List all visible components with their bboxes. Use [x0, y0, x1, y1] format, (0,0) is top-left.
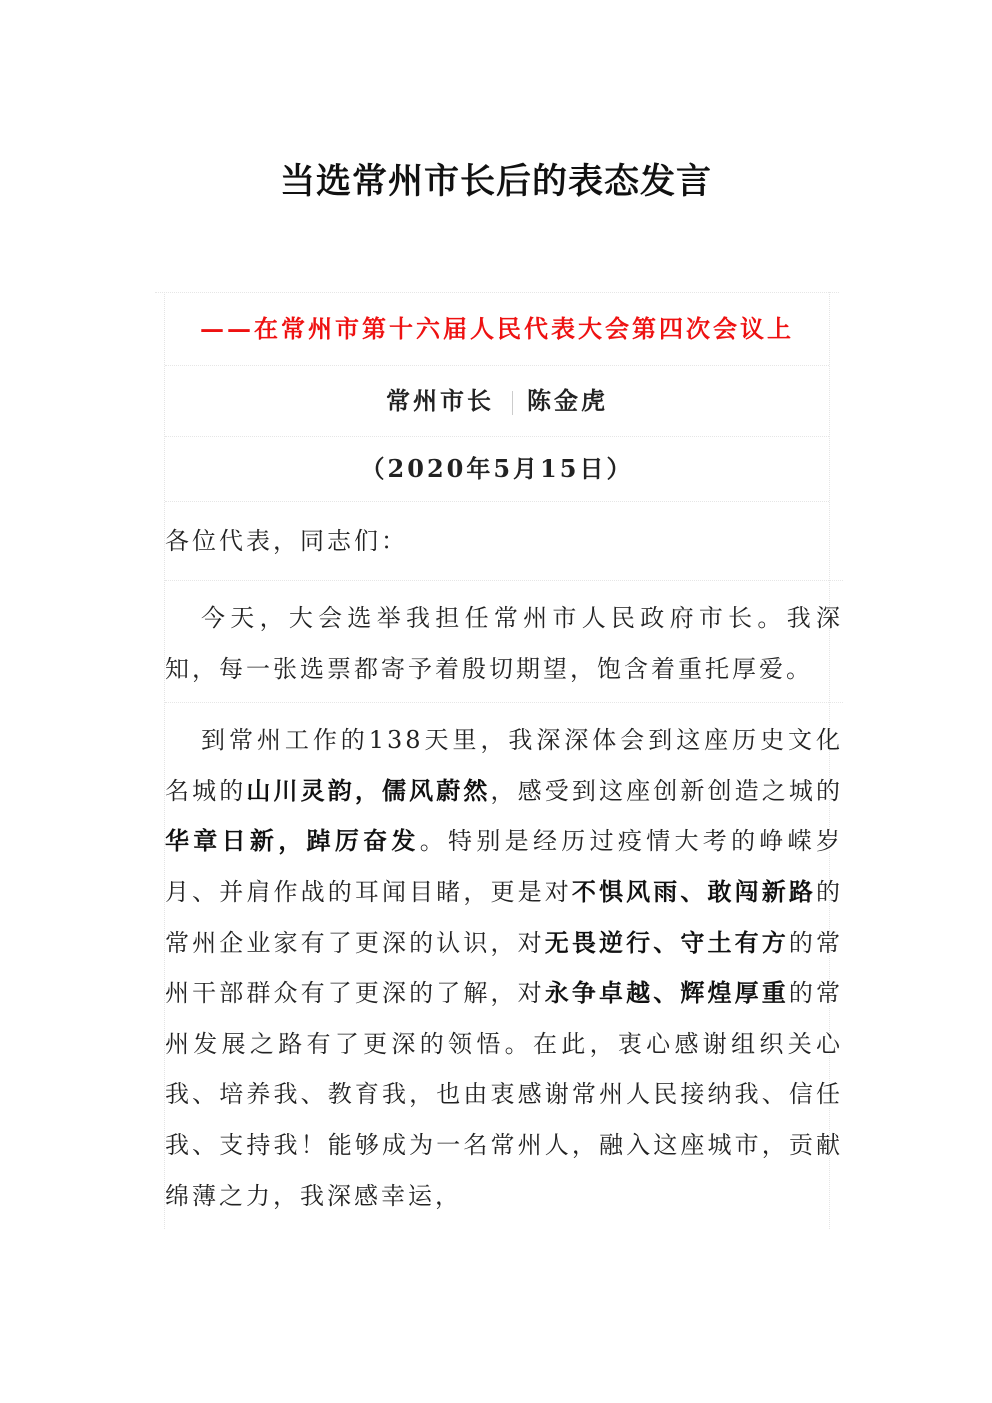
paragraph-2-text-2: ，感受到这座创新创造之城的	[490, 776, 843, 805]
paragraph-2-text-6: 的常州发展之路有了更深的领悟。在此，衷心感谢组织关心我、培养我、教育我，也由衷感谢常州人民接纳我、信任我、支持我！能够成为一名常州人，融入这座城市，贡献绵薄之力，我深感幸运，	[165, 979, 843, 1210]
author-line	[165, 365, 829, 436]
paragraph-1: 今天，大会选举我担任常州市人民政府市长。我深知，每一张选票都寄予着殷切期望，饱含着重托厚爱。	[165, 580, 843, 702]
document-body	[164, 292, 844, 1229]
paragraph-2-text-1: 到常州工作的138天里，我深深体会到这座历史文化名城的	[165, 726, 843, 805]
paragraph-2-emphasis-1: 山川灵韵，儒风蔚然	[246, 775, 491, 805]
document-title: 当选常州市长后的表态发言	[279, 161, 712, 202]
paragraph-2-emphasis-3: 不惧风雨、敢闯新路	[571, 876, 816, 906]
paragraph-2-text-4: 的常州企业家有了更深的认识，对	[165, 877, 843, 957]
document-subtitle: ——在常州市第十六届人民代表大会第四次会议上	[155, 292, 839, 365]
author-separator	[512, 391, 513, 415]
author-position: 常州市长	[386, 386, 494, 415]
speech-date: （2020年5月15日）	[165, 436, 829, 501]
paragraph-2-emphasis-2: 华章日新，踔厉奋发	[165, 826, 420, 856]
paragraph-2-text-3: 。特别是经历过疫情大考的峥嵘岁月、并肩作战的耳闻目睹，更是对	[165, 827, 844, 906]
paragraph-2-text-5: 的常州干部群众有了更深的了解，对	[165, 928, 843, 1008]
paragraph-2-emphasis-4: 无畏逆行、守土有方	[544, 927, 789, 957]
greeting: 各位代表，同志们：	[165, 501, 829, 580]
paragraph-2	[165, 702, 843, 1229]
author-name: 陈金虎	[527, 386, 608, 415]
paragraph-2-emphasis-5: 永争卓越、辉煌厚重	[544, 978, 789, 1008]
